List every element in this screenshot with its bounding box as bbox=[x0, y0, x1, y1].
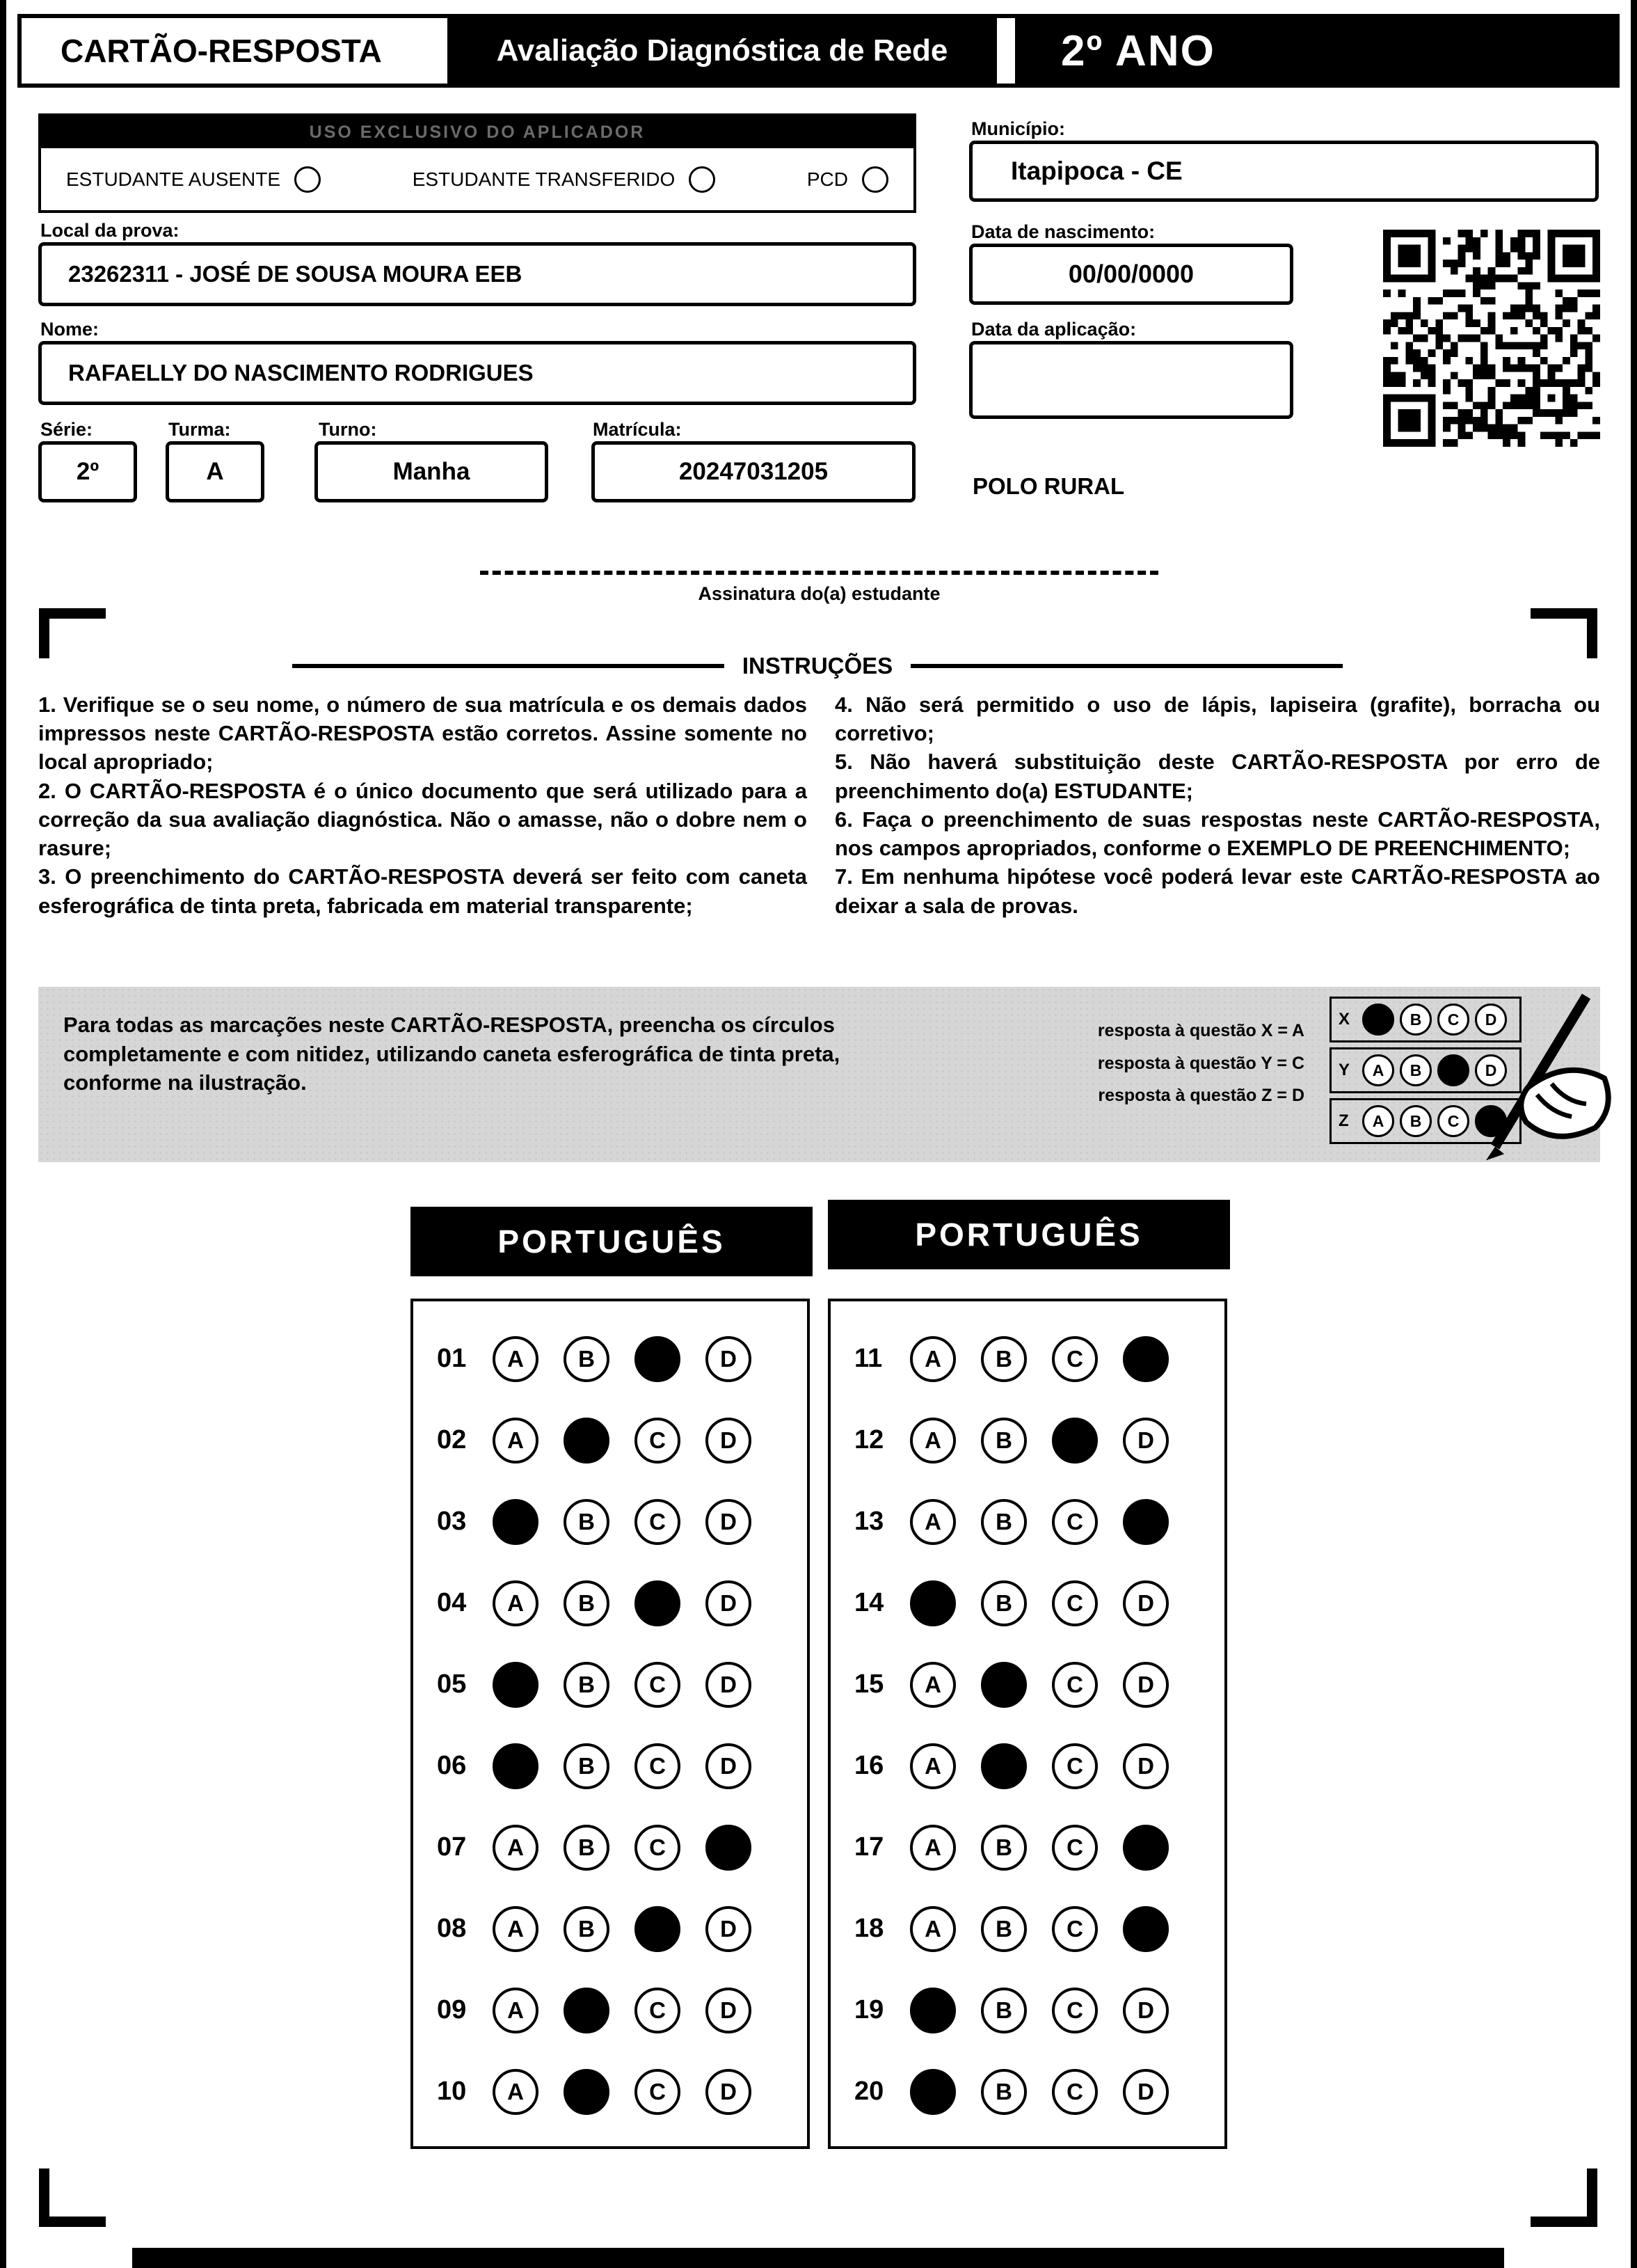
answer-bubble-c[interactable]: C bbox=[1052, 1825, 1098, 1871]
question-number: 08 bbox=[437, 1914, 467, 1943]
answer-row bbox=[413, 1481, 807, 1562]
example-bubble-c[interactable]: C bbox=[1437, 1004, 1469, 1036]
answer-bubble-a[interactable]: A bbox=[910, 1580, 956, 1626]
answer-row bbox=[413, 1562, 807, 1644]
question-number: 02 bbox=[437, 1425, 467, 1454]
example-row-label: Y bbox=[1339, 1061, 1350, 1079]
registration-mark-bottom-right bbox=[1531, 2168, 1597, 2227]
answer-bubble-c[interactable]: C bbox=[634, 1906, 680, 1952]
matricula-label: Matrícula: bbox=[593, 419, 682, 440]
answer-bubble-d[interactable]: D bbox=[705, 1336, 751, 1382]
page-edge-left bbox=[0, 0, 6, 2268]
answer-row bbox=[831, 1969, 1224, 2051]
question-number: 11 bbox=[854, 1344, 883, 1373]
answer-bubble-d[interactable]: D bbox=[1123, 1336, 1169, 1382]
subject-header-2: PORTUGUÊS bbox=[828, 1200, 1230, 1269]
question-number: 16 bbox=[854, 1751, 884, 1780]
answer-bubble-d[interactable]: D bbox=[1123, 1499, 1169, 1545]
example-bubble-a[interactable]: A bbox=[1362, 1105, 1394, 1137]
answer-row bbox=[831, 1318, 1224, 1399]
answer-row bbox=[413, 2051, 807, 2132]
answer-bubble-b[interactable]: B bbox=[564, 1418, 609, 1464]
instruction-item: 7. Em nenhuma hipótese você poderá levar este CARTÃO-RESPOSTA ao deixar a sala de provas. bbox=[835, 864, 1600, 918]
question-number: 12 bbox=[854, 1425, 884, 1454]
question-number: 01 bbox=[437, 1344, 467, 1373]
answer-bubble-c[interactable]: C bbox=[1052, 1580, 1098, 1626]
answer-bubble-c[interactable]: C bbox=[1052, 1418, 1098, 1464]
question-number: 10 bbox=[437, 2077, 467, 2106]
example-bubble-d[interactable]: D bbox=[1475, 1004, 1507, 1036]
instruction-item: 2. O CARTÃO-RESPOSTA é o único documento que será utilizado para a correção da sua avaliação diagnóstica. Não o amasse, não o dobre nem o rasure; bbox=[38, 778, 807, 861]
answer-bubble-b[interactable]: B bbox=[981, 1743, 1027, 1789]
answer-bubble-b[interactable]: B bbox=[981, 1662, 1027, 1708]
answer-row bbox=[413, 1888, 807, 1969]
local-da-prova-value: 23262311 - JOSÉ DE SOUSA MOURA EEB bbox=[38, 242, 916, 306]
fill-example-box bbox=[38, 987, 1600, 1162]
answer-bubble-b[interactable]: B bbox=[981, 1499, 1027, 1545]
example-bubble-b[interactable]: B bbox=[1400, 1054, 1432, 1086]
example-caption: resposta à questão Z = D bbox=[1098, 1086, 1304, 1105]
answer-bubble-d[interactable]: D bbox=[1123, 1662, 1169, 1708]
answer-rows bbox=[410, 1299, 810, 2149]
example-bubble-c[interactable]: C bbox=[1437, 1054, 1469, 1086]
answer-bubble-d[interactable]: D bbox=[705, 1743, 751, 1789]
bottom-alignment-bar bbox=[132, 2248, 1504, 2268]
example-bubble-d[interactable]: D bbox=[1475, 1105, 1507, 1137]
answer-bubble-c[interactable]: C bbox=[634, 1825, 680, 1871]
answer-bubble-b[interactable]: B bbox=[564, 1662, 609, 1708]
answer-bubble-b[interactable]: B bbox=[981, 2069, 1027, 2115]
example-caption: resposta à questão X = A bbox=[1097, 1021, 1304, 1040]
checkbox-circle[interactable] bbox=[294, 166, 321, 193]
answer-bubble-d[interactable]: D bbox=[705, 1662, 751, 1708]
answer-bubble-b[interactable]: B bbox=[564, 1825, 609, 1871]
answer-bubble-a[interactable]: A bbox=[493, 1580, 538, 1626]
instruction-item: 5. Não haverá substituição deste CARTÃO-RESPOSTA por erro de preenchimento do(a) ESTUDANTE; bbox=[835, 750, 1600, 803]
registration-mark-top-right bbox=[1531, 608, 1597, 658]
answer-row bbox=[831, 1399, 1224, 1481]
data-aplicacao-value-box bbox=[969, 341, 1293, 419]
answer-row bbox=[413, 1969, 807, 2051]
checkbox-label: ESTUDANTE AUSENTE bbox=[66, 168, 281, 190]
example-row-label: X bbox=[1339, 1010, 1350, 1029]
answer-bubble-d[interactable]: D bbox=[1123, 1988, 1169, 2033]
grade-label: 2º ANO bbox=[1015, 18, 1615, 84]
answer-row bbox=[831, 1562, 1224, 1644]
answer-bubble-d[interactable]: D bbox=[1123, 1743, 1169, 1789]
instructions-col-left bbox=[38, 690, 807, 920]
question-number: 19 bbox=[854, 1995, 884, 2024]
example-bubble-d[interactable]: D bbox=[1475, 1054, 1507, 1086]
answer-bubble-b[interactable]: B bbox=[564, 1906, 609, 1952]
polo-label: POLO RURAL bbox=[973, 473, 1125, 499]
answer-bubble-d[interactable]: D bbox=[705, 1499, 751, 1545]
answer-bubble-a[interactable]: A bbox=[910, 2069, 956, 2115]
signature-label: Assinatura do(a) estudante bbox=[698, 583, 941, 604]
instructions-rule-right bbox=[911, 664, 1343, 668]
data-aplicacao-label: Data da aplicação: bbox=[971, 319, 1137, 340]
data-nascimento-label: Data de nascimento: bbox=[971, 221, 1156, 242]
question-number: 05 bbox=[437, 1670, 467, 1699]
answer-row bbox=[413, 1644, 807, 1725]
subject-header-1: PORTUGUÊS bbox=[410, 1207, 813, 1276]
answer-bubble-b[interactable]: B bbox=[981, 1580, 1027, 1626]
fill-example-text: Para todas as marcações neste CARTÃO-RESPOSTA, preencha os círculos completamente e com nitidez, utilizando caneta esferográfica de tinta preta, conforme na ilustração. bbox=[63, 1013, 840, 1095]
answer-bubble-c[interactable]: C bbox=[1052, 1988, 1098, 2033]
answer-bubble-a[interactable]: A bbox=[493, 1906, 538, 1952]
answer-bubble-d[interactable]: D bbox=[705, 1418, 751, 1464]
example-bubble-b[interactable]: B bbox=[1400, 1004, 1432, 1036]
header-divider bbox=[997, 18, 1015, 84]
answer-bubble-c[interactable]: C bbox=[634, 1336, 680, 1382]
qr-code bbox=[1383, 230, 1600, 447]
answer-bubble-b[interactable]: B bbox=[981, 1825, 1027, 1871]
checkbox-circle[interactable] bbox=[862, 166, 888, 193]
example-bubble-a[interactable]: A bbox=[1362, 1004, 1394, 1036]
answer-bubble-b[interactable]: B bbox=[564, 1580, 609, 1626]
assessment-title: Avaliação Diagnóstica de Rede bbox=[447, 18, 997, 84]
answer-bubble-b[interactable]: B bbox=[981, 1988, 1027, 2033]
answer-bubble-a[interactable]: A bbox=[493, 1499, 538, 1545]
answer-bubble-c[interactable]: C bbox=[634, 1988, 680, 2033]
aplicador-section bbox=[38, 113, 916, 213]
question-number: 07 bbox=[437, 1832, 467, 1862]
nome-value: RAFAELLY DO NASCIMENTO RODRIGUES bbox=[38, 341, 916, 405]
answer-bubble-a[interactable]: A bbox=[493, 1418, 538, 1464]
answer-bubble-d[interactable]: D bbox=[1123, 1418, 1169, 1464]
answer-bubble-c[interactable]: C bbox=[634, 1418, 680, 1464]
municipio-label: Município: bbox=[971, 118, 1065, 139]
answer-bubble-c[interactable]: C bbox=[634, 2069, 680, 2115]
question-number: 09 bbox=[437, 1995, 467, 2024]
answer-bubble-a[interactable]: A bbox=[910, 1662, 956, 1708]
card-title: CARTÃO-RESPOSTA bbox=[61, 33, 382, 69]
instructions-col-right bbox=[835, 690, 1600, 920]
answer-bubble-d[interactable]: D bbox=[705, 1988, 751, 2033]
question-number: 03 bbox=[437, 1507, 467, 1536]
answer-bubble-a[interactable]: A bbox=[493, 1988, 538, 2033]
answer-bubble-a[interactable]: A bbox=[493, 2069, 538, 2115]
question-number: 06 bbox=[437, 1751, 467, 1780]
answer-bubble-c[interactable]: C bbox=[1052, 1499, 1098, 1545]
aplicador-checkbox bbox=[413, 166, 716, 193]
answer-bubble-a[interactable]: A bbox=[493, 1825, 538, 1871]
answer-bubble-b[interactable]: B bbox=[981, 1336, 1027, 1382]
answer-bubble-a[interactable]: A bbox=[493, 1336, 538, 1382]
instructions-rule-left bbox=[292, 664, 724, 668]
local-da-prova-label: Local da prova: bbox=[40, 220, 179, 241]
aplicador-checkbox bbox=[807, 166, 888, 193]
answer-bubble-b[interactable]: B bbox=[564, 1988, 609, 2033]
answer-row bbox=[831, 1807, 1224, 1888]
checkbox-circle[interactable] bbox=[689, 166, 715, 193]
answer-bubble-b[interactable]: B bbox=[564, 1743, 609, 1789]
answer-bubble-d[interactable]: D bbox=[1123, 2069, 1169, 2115]
instruction-item: 4. Não será permitido o uso de lápis, lapiseira (grafite), borracha ou corretivo; bbox=[835, 692, 1600, 746]
instruction-item: 3. O preenchimento do CARTÃO-RESPOSTA deverá ser feito com caneta esferográfica de tinta preta, fabricada em material transparente; bbox=[38, 864, 807, 918]
instruction-item: 6. Faça o preenchimento de suas respostas neste CARTÃO-RESPOSTA, nos campos apropriados, conforme o EXEMPLO DE PREENCHIMENTO; bbox=[835, 807, 1600, 861]
turma-label: Turma: bbox=[168, 419, 231, 440]
answer-row bbox=[413, 1318, 807, 1399]
question-number: 18 bbox=[854, 1914, 884, 1943]
turno-label: Turno: bbox=[319, 419, 377, 440]
answer-bubble-c[interactable]: C bbox=[634, 1743, 680, 1789]
page-edge-right bbox=[1631, 0, 1637, 2268]
checkbox-label: ESTUDANTE TRANSFERIDO bbox=[412, 168, 676, 190]
answer-bubble-d[interactable]: D bbox=[705, 1580, 751, 1626]
answer-bubble-c[interactable]: C bbox=[634, 1499, 680, 1545]
answer-bubble-a[interactable]: A bbox=[910, 1988, 956, 2033]
aplicador-checkbox bbox=[66, 166, 321, 193]
example-bubble-a[interactable]: A bbox=[1362, 1054, 1394, 1086]
answer-bubble-b[interactable]: B bbox=[564, 1336, 609, 1382]
answer-row bbox=[413, 1807, 807, 1888]
turma-value: A bbox=[166, 441, 264, 502]
example-row-label: Z bbox=[1339, 1111, 1349, 1130]
answer-bubble-c[interactable]: C bbox=[1052, 1662, 1098, 1708]
answer-bubble-d[interactable]: D bbox=[1123, 1906, 1169, 1952]
answer-bubble-d[interactable]: D bbox=[1123, 1825, 1169, 1871]
answer-bubble-a[interactable]: A bbox=[910, 1336, 956, 1382]
answer-rows bbox=[828, 1299, 1227, 2149]
header-bar bbox=[17, 14, 1620, 88]
municipio-value: Itapipoca - CE bbox=[969, 141, 1599, 202]
answer-bubble-c[interactable]: C bbox=[1052, 1336, 1098, 1382]
example-captions bbox=[964, 1015, 1304, 1112]
answer-bubble-c[interactable]: C bbox=[1052, 2069, 1098, 2115]
checkbox-label: PCD bbox=[806, 168, 848, 190]
question-number: 13 bbox=[854, 1507, 884, 1536]
answer-bubble-a[interactable]: A bbox=[910, 1418, 956, 1464]
question-number: 14 bbox=[854, 1588, 884, 1617]
answer-bubble-a[interactable]: A bbox=[910, 1743, 956, 1789]
answer-bubble-a[interactable]: A bbox=[910, 1499, 956, 1545]
answer-bubble-a[interactable]: A bbox=[493, 1743, 538, 1789]
answer-bubble-c[interactable]: C bbox=[634, 1662, 680, 1708]
answer-row bbox=[831, 1725, 1224, 1807]
answer-bubble-d[interactable]: D bbox=[705, 2069, 751, 2115]
answer-row bbox=[831, 2051, 1224, 2132]
aplicador-bar-label: USO EXCLUSIVO DO APLICADOR bbox=[41, 116, 913, 148]
instructions-header bbox=[292, 653, 1343, 679]
aplicador-checkbox-row bbox=[41, 148, 913, 210]
example-caption: resposta à questão Y = C bbox=[1097, 1053, 1304, 1073]
answer-row bbox=[413, 1399, 807, 1481]
matricula-value: 20247031205 bbox=[591, 441, 916, 502]
registration-mark-bottom-left bbox=[39, 2168, 106, 2227]
question-number: 17 bbox=[854, 1832, 884, 1862]
answer-bubble-a[interactable]: A bbox=[493, 1662, 538, 1708]
answer-bubble-d[interactable]: D bbox=[1123, 1580, 1169, 1626]
answer-bubble-a[interactable]: A bbox=[910, 1906, 956, 1952]
answer-bubble-c[interactable]: C bbox=[1052, 1906, 1098, 1952]
instructions-title: INSTRUÇÕES bbox=[742, 653, 893, 679]
turno-value: Manha bbox=[314, 441, 548, 502]
hand-with-pen-icon bbox=[1464, 980, 1631, 1162]
question-number: 20 bbox=[854, 2077, 884, 2106]
answer-bubble-b[interactable]: B bbox=[564, 2069, 609, 2115]
example-bubble-b[interactable]: B bbox=[1400, 1105, 1432, 1137]
answer-bubble-b[interactable]: B bbox=[981, 1418, 1027, 1464]
answer-bubble-c[interactable]: C bbox=[634, 1580, 680, 1626]
answer-bubble-d[interactable]: D bbox=[705, 1825, 751, 1871]
nome-label: Nome: bbox=[40, 319, 99, 340]
instruction-item: 1. Verifique se o seu nome, o número de sua matrícula e os demais dados impressos neste CARTÃO-RESPOSTA estão corretos. Assine somente no local apropriado; bbox=[38, 692, 807, 775]
answer-row bbox=[831, 1481, 1224, 1562]
answer-bubble-b[interactable]: B bbox=[564, 1499, 609, 1545]
answer-bubble-a[interactable]: A bbox=[910, 1825, 956, 1871]
example-bubble-c[interactable]: C bbox=[1437, 1105, 1469, 1137]
registration-mark-top-left bbox=[39, 608, 106, 658]
data-nascimento-value: 00/00/0000 bbox=[969, 244, 1293, 305]
answer-row bbox=[413, 1725, 807, 1807]
question-number: 15 bbox=[854, 1670, 884, 1699]
serie-label: Série: bbox=[40, 419, 93, 440]
signature-line bbox=[480, 571, 1158, 575]
answer-row bbox=[831, 1644, 1224, 1725]
answer-bubble-d[interactable]: D bbox=[705, 1906, 751, 1952]
answer-row bbox=[831, 1888, 1224, 1969]
serie-value: 2º bbox=[38, 441, 137, 502]
answer-bubble-b[interactable]: B bbox=[981, 1906, 1027, 1952]
answer-bubble-c[interactable]: C bbox=[1052, 1743, 1098, 1789]
question-number: 04 bbox=[437, 1588, 467, 1617]
